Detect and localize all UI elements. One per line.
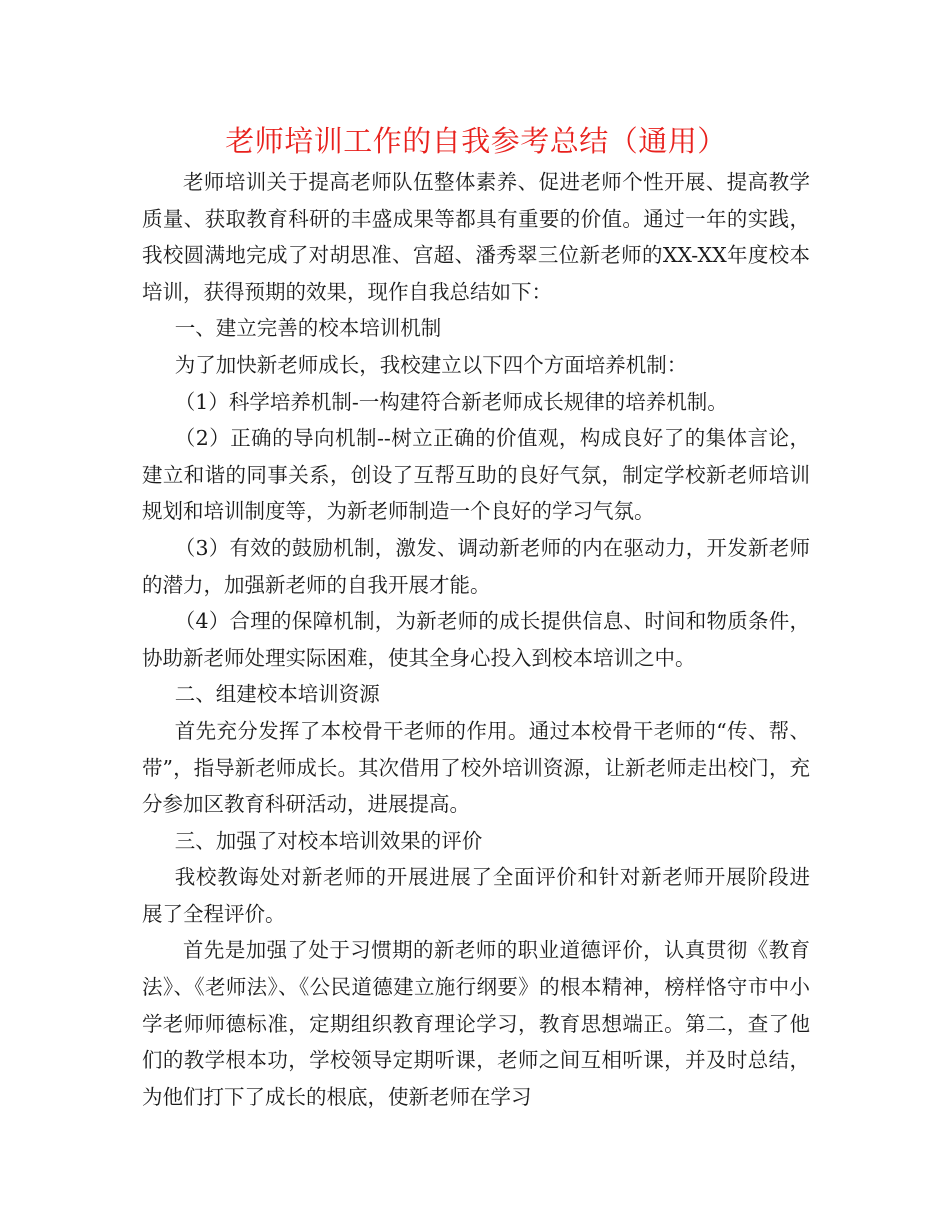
section-heading-3: 三、加强了对校本培训效果的评价 <box>174 828 483 853</box>
document-page <box>142 118 810 1115</box>
list-item-1: （1）科学培养机制-一构建符合新老师成长规律的培养机制。 <box>174 389 728 414</box>
paragraph: 首先充分发挥了本校骨干老师的作用。通过本校骨干老师的“传、帮、带”，指导新老师成长。其次借用了校外培训资源，让新老师走出校门，充分参加区教育科研活动，进展提高。 <box>142 718 810 817</box>
list-item-2: （2）正确的导向机制--树立正确的价值观，构成良好了的集体言论，建立和谐的同事关系，创设了互帮互助的良好气氛，制定学校新老师培训规划和培训制度等，为新老师制造一个良好的学习气氛。 <box>142 426 810 524</box>
section-heading-2: 二、组建校本培训资源 <box>174 682 380 707</box>
intro-paragraph: 老师培训关于提高老师队伍整体素养、促进老师个性开展、提高教学质量、获取教育科研的丰盛成果等都具有重要的价值。通过一年的实践，我校圆满地完成了对胡思准、宫超、潘秀翠三位新老师的XX-XX年度校本培训，获得预期的效果，现作自我总结如下： <box>142 170 810 304</box>
list-item-4: （4）合理的保障机制，为新老师的成长提供信息、时间和物质条件，协助新老师处理实际困难，使其全身心投入到校本培训之中。 <box>142 609 810 670</box>
paragraph: 为了加快新老师成长，我校建立以下四个方面培养机制： <box>174 352 688 377</box>
list-item-3: （3）有效的鼓励机制，激发、调动新老师的内在驱动力，开发新老师的潜力，加强新老师的自我开展才能。 <box>142 535 810 597</box>
document-title: 老师培训工作的自我参考总结（通用） <box>225 124 727 158</box>
paragraph: 我校教诲处对新老师的开展进展了全面评价和针对新老师开展阶段进展了全程评价。 <box>142 865 810 926</box>
section-heading-1: 一、建立完善的校本培训机制 <box>174 316 442 341</box>
paragraph: 首先是加强了处于习惯期的新老师的职业道德评价，认真贯彻《教育法》、《老师法》、《公民道德建立施行纲要》的根本精神，榜样恪守市中小学老师师德标准，定期组织教育理论学习，教育思想端正。第二，查了他们的教学根本功，学校领导定期听课，老师之间互相听课，并及时总结，为他们打下了成长的根底，使新老师在学习 <box>142 938 810 1109</box>
